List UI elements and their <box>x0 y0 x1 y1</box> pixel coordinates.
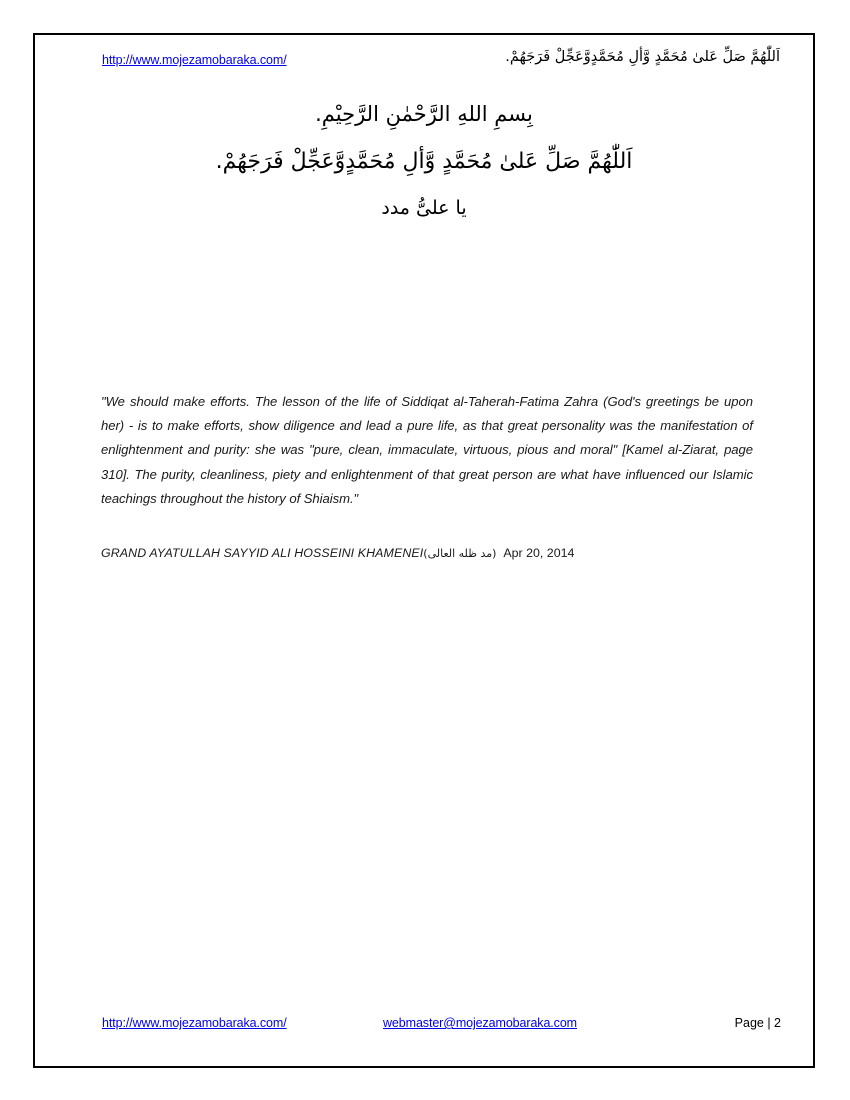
quotation-block <box>101 390 753 511</box>
page-content-area <box>35 35 813 1066</box>
header-arabic-salawat: اَللّٰهُمَّ صَلِّ عَلىٰ مُحَمَّدٍ وَّألِ مُحَمَّدٍوَّعَجِّلْ فَرَجَهُمْ. <box>505 49 780 65</box>
document-page <box>33 33 815 1068</box>
footer-page-number: Page | 2 <box>734 1016 781 1030</box>
document-footer <box>35 1016 813 1040</box>
attribution-date: Apr 20, 2014 <box>503 546 575 560</box>
arabic-invocation-block <box>35 97 813 224</box>
attribution-author-name: GRAND AYATULLAH SAYYID ALI HOSSEINI KHAMENEI <box>101 546 424 560</box>
document-header <box>35 50 813 84</box>
header-site-link[interactable]: http://www.mojezamobaraka.com/ <box>102 53 287 67</box>
invocation-ya-ali-madad: يا علىُّ مدد <box>381 197 467 219</box>
invocation-salawat: اَللّٰهُمَّ صَلِّ عَلىٰ مُحَمَّدٍ وَّألِ مُحَمَّدٍوَّعَجِّلْ فَرَجَهُمْ. <box>215 149 633 174</box>
footer-email-link[interactable]: webmaster@mojezamobaraka.com <box>383 1016 577 1030</box>
attribution-honorific: (مد ظله العالی) <box>423 547 497 560</box>
invocation-bismillah: بِسمِ اللهِ الرَّحْمٰنِ الرَّحِيْمِ. <box>315 102 533 126</box>
quotation-text: "We should make efforts. The lesson of the life of Siddiqat al-Taherah-Fatima Zahra (God's greetings be upon her) - is to make efforts, show diligence and lead a pure life, as that great personality was the manifestation of enlightenment and purity: she was "pure, clean, immaculate, virtuous, pious and moral" [Kamel al-Ziarat, page 310]. The purity, cleanliness, piety and enlightenment of that great person are what have influenced our Islamic teachings throughout the history of Shiaism." <box>101 394 753 506</box>
footer-site-link[interactable]: http://www.mojezamobaraka.com/ <box>102 1016 287 1030</box>
quotation-attribution <box>101 546 753 560</box>
